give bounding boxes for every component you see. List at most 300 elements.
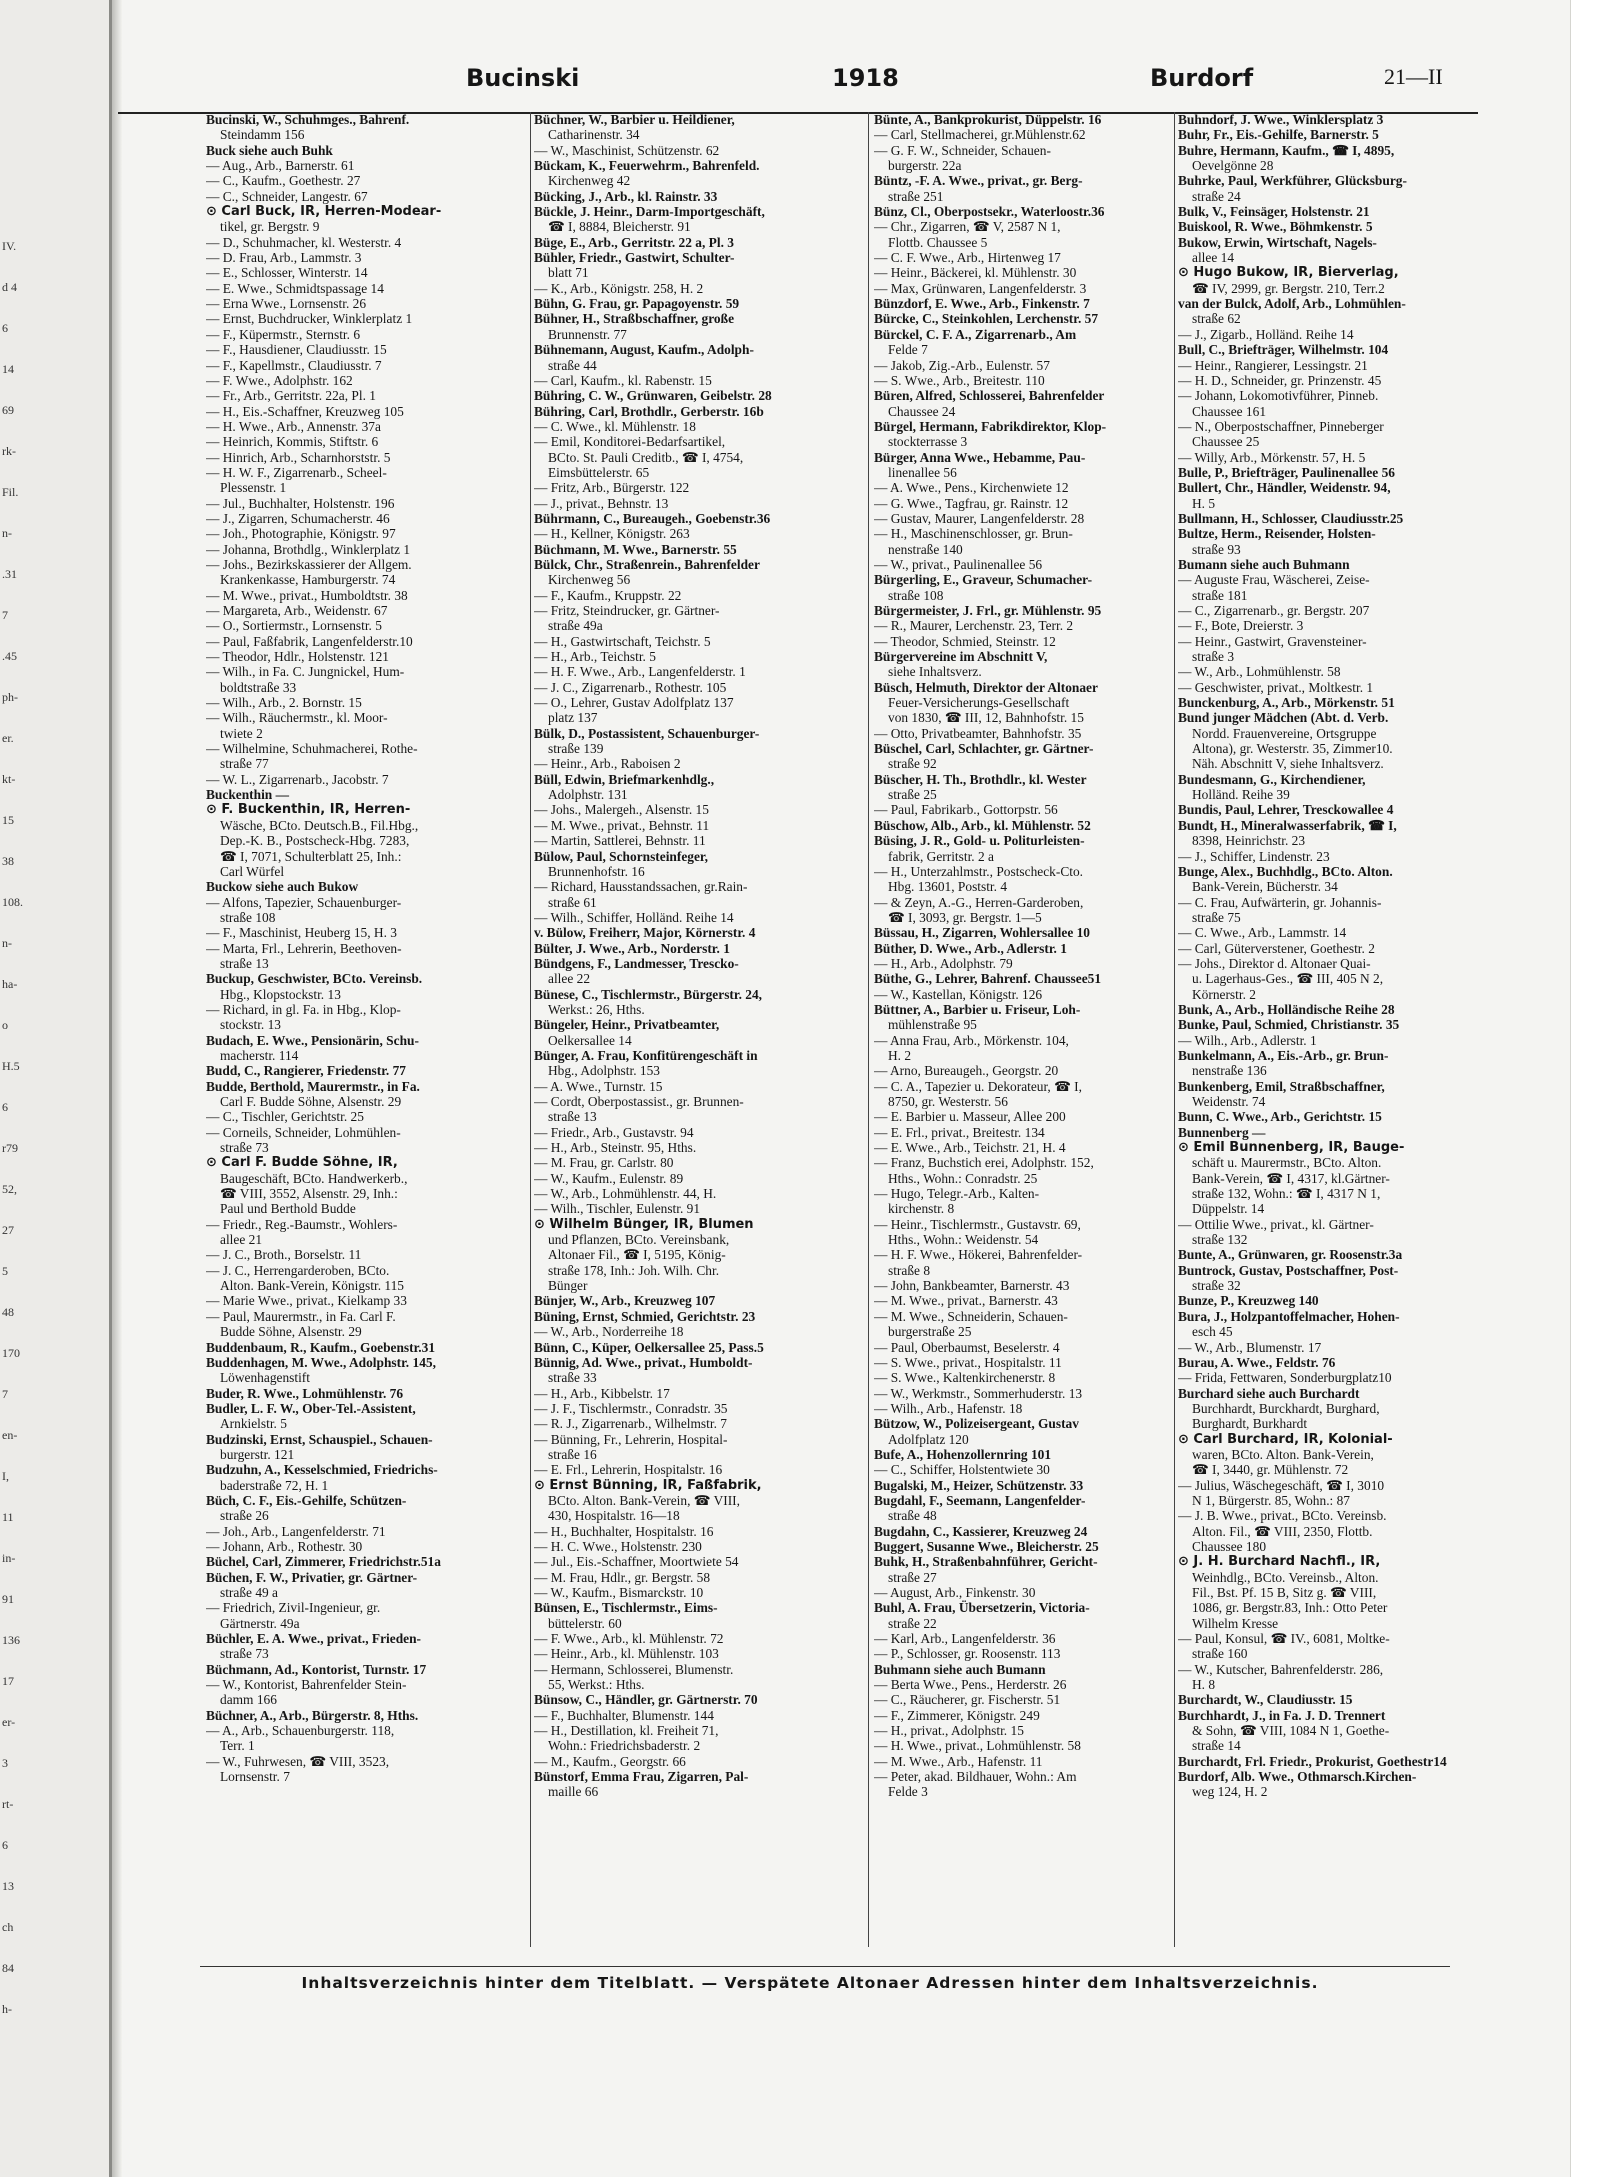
directory-entry: Bunkenberg, Emil, Straßbschaffner,: [1178, 1078, 1385, 1094]
directory-entry: — Corneils, Schneider, Lohmühlen-: [206, 1124, 401, 1140]
directory-entry: Körnerstr. 2: [1192, 986, 1256, 1002]
left-page-fragment: .45: [2, 649, 17, 663]
directory-entry: Bund junger Mädchen (Abt. d. Verb.: [1178, 710, 1389, 726]
directory-entry: — C. Wwe., Arb., Lammstr. 14: [1178, 925, 1347, 941]
header-right-keyword: Burdorf: [1150, 64, 1254, 92]
left-page-fragment: 52,: [2, 1182, 17, 1196]
directory-entry: — J. C., Broth., Borselstr. 11: [206, 1247, 362, 1263]
directory-entry: Bünzdorf, E. Wwe., Arb., Finkenstr. 7: [874, 296, 1090, 312]
directory-entry: Krankenkasse, Hamburgerstr. 74: [220, 572, 396, 588]
directory-entry: Bugdahl, F., Seemann, Langenfelder-: [874, 1492, 1086, 1508]
directory-entry: — Karl, Arb., Langenfelderstr. 36: [874, 1631, 1056, 1647]
directory-entry: Steindamm 156: [220, 127, 305, 143]
directory-entry: straße 24: [1192, 188, 1241, 204]
directory-entry: — F. Wwe., Arb., kl. Mühlenstr. 72: [534, 1631, 724, 1647]
directory-entry: — Joh., Photographie, Königstr. 97: [206, 526, 396, 542]
left-page-fragment: IV.: [2, 239, 17, 253]
directory-entry: Büscher, H. Th., Brothdlr., kl. Wester: [874, 771, 1087, 787]
directory-entry: Budzuhn, A., Kesselschmied, Friedrichs-: [206, 1462, 438, 1478]
left-page-fragment: rk-: [2, 444, 16, 458]
directory-entry: Löwenhagenstift: [220, 1370, 310, 1386]
directory-entry: Buhndorf, J. Wwe., Winklersplatz 3: [1178, 112, 1384, 127]
directory-entry: Budach, E. Wwe., Pensionärin, Schu-: [206, 1032, 419, 1048]
directory-entry: Büch, C. F., Eis.-Gehilfe, Schützen-: [206, 1492, 407, 1508]
directory-entry: straße 251: [888, 188, 944, 204]
directory-entry: Büsch, Helmuth, Direktor der Altonaer: [874, 679, 1098, 695]
directory-entry: — Chr., Zigarren, ☎ V, 2587 N 1,: [874, 219, 1061, 235]
directory-entry: — Hinrich, Arb., Scharnhorststr. 5: [206, 449, 391, 465]
directory-entry: — Paul, Faßfabrik, Langenfelderstr.10: [206, 633, 413, 649]
directory-entry: Bunckenburg, A., Arb., Mörkenstr. 51: [1178, 695, 1395, 711]
directory-entry: — Julius, Wäschegeschäft, ☎ I, 3010: [1178, 1477, 1385, 1493]
directory-column-4: [1178, 112, 1524, 1957]
directory-entry: esch 45: [1192, 1324, 1233, 1340]
directory-entry: — Heinr., Tischlermstr., Gustavstr. 69,: [874, 1216, 1081, 1232]
directory-entry: straße 27: [888, 1569, 937, 1585]
directory-entry: — Paul, Fabrikarb., Gottorpstr. 56: [874, 802, 1058, 818]
directory-entry: — H., Destillation, kl. Freiheit 71,: [534, 1723, 719, 1739]
directory-entry: Bühnemann, August, Kaufm., Adolph-: [534, 342, 754, 358]
directory-entry: — Paul, Maurermstr., in Fa. Carl F.: [206, 1308, 396, 1324]
directory-entry: 1086, gr. Bergstr.83, Inh.: Otto Peter: [1192, 1600, 1388, 1616]
left-page-fragment: ph-: [2, 690, 18, 704]
left-page-fragment: 6: [2, 1100, 8, 1114]
directory-entry: weg 124, H. 2: [1192, 1784, 1268, 1800]
directory-entry: — O., Sortiermstr., Lornsenstr. 5: [206, 618, 382, 634]
directory-entry: straße 8: [888, 1262, 931, 1278]
directory-entry: straße 73: [220, 1140, 269, 1156]
directory-entry: Bullmann, H., Schlosser, Claudiusstr.25: [1178, 510, 1404, 526]
directory-entry: 8398, Heinrichstr. 23: [1192, 833, 1306, 849]
directory-entry: baderstraße 72, H. 1: [220, 1477, 329, 1493]
left-page-fragment: I,: [2, 1469, 9, 1483]
previous-page-edge: [0, 0, 112, 2177]
directory-entry: — S. Wwe., Kaltenkirchenerstr. 8: [874, 1370, 1056, 1386]
directory-entry: — H., Arb., Adolphstr. 79: [874, 955, 1013, 971]
directory-entry: — Max, Grünwaren, Langenfelderstr. 3: [874, 280, 1087, 296]
directory-entry: straße 77: [220, 756, 269, 772]
directory-entry: ⊙ Carl Burchard, IR, Kolonial-: [1178, 1431, 1393, 1447]
directory-entry: — M. Wwe., Schneiderin, Schauen-: [874, 1308, 1068, 1324]
directory-entry: — J., privat., Behnstr. 13: [534, 495, 669, 511]
left-page-fragment: 136: [2, 1633, 20, 1647]
directory-entry: ☎ I, 3093, gr. Bergstr. 1—5: [888, 909, 1042, 925]
directory-entry: straße 22: [888, 1615, 937, 1631]
directory-entry: und Pflanzen, BCto. Vereinsbank,: [548, 1232, 730, 1248]
left-page-fragment: 38: [2, 854, 14, 868]
directory-entry: straße 33: [548, 1370, 597, 1386]
directory-entry: — Margareta, Arb., Weidenstr. 67: [206, 603, 388, 618]
directory-entry: — Wilh., Schiffer, Holländ. Reihe 14: [534, 909, 734, 925]
directory-entry: — W., Maschinist, Schützenstr. 62: [534, 142, 720, 158]
directory-entry: — H., Arb., Steinstr. 95, Hths.: [534, 1140, 697, 1156]
directory-entry: Bunk, A., Arb., Holländische Reihe 28: [1178, 1001, 1395, 1017]
directory-entry: Büchmann, Ad., Kontorist, Turnstr. 17: [206, 1661, 427, 1677]
directory-entry: straße 178, Inh.: Joh. Wilh. Chr.: [548, 1262, 720, 1278]
directory-entry: Adolphstr. 131: [548, 787, 628, 803]
directory-entry: straße 16: [548, 1446, 597, 1462]
directory-entry: Bugalski, M., Heizer, Schützenstr. 33: [874, 1477, 1084, 1493]
directory-entry: — Johs., Malergeh., Alsenstr. 15: [534, 802, 709, 818]
left-page-fragment: 27: [2, 1223, 14, 1237]
directory-entry: — H. F. Wwe., Arb., Langenfelderstr. 1: [534, 664, 746, 680]
directory-entry: — J. B. Wwe., privat., BCto. Vereinsb.: [1178, 1508, 1387, 1524]
directory-entry: — Paul, Oberbaumst, Beselerstr. 4: [874, 1339, 1060, 1355]
directory-entry: Terr. 1: [220, 1738, 255, 1754]
footer-rule: [200, 1966, 1450, 1967]
directory-entry: Budde, Berthold, Maurermstr., in Fa.: [206, 1078, 420, 1094]
directory-entry: — Ottilie Wwe., privat., kl. Gärtner-: [1178, 1216, 1374, 1232]
directory-entry: Bücking, J., Arb., kl. Rainstr. 33: [534, 188, 718, 204]
directory-entry: — F., Hausdiener, Claudiusstr. 15: [206, 342, 387, 358]
directory-entry: Burchardt, Frl. Friedr., Prokurist, Goethestr14: [1178, 1753, 1447, 1769]
directory-entry: — H., Gastwirtschaft, Teichstr. 5: [534, 633, 711, 649]
directory-entry: straße 93: [1192, 541, 1241, 557]
directory-entry: Altonaer Fil., ☎ I, 5195, König-: [548, 1247, 726, 1263]
directory-entry: — P., Schlosser, gr. Roosenstr. 113: [874, 1646, 1061, 1662]
directory-entry: straße 73: [220, 1646, 269, 1662]
directory-entry: — Marta, Frl., Lehrerin, Beethoven-: [206, 940, 402, 956]
directory-entry: — M. Wwe., Arb., Hafenstr. 11: [874, 1753, 1043, 1769]
directory-entry: — & Zeyn, A.-G., Herren-Garderoben,: [874, 894, 1084, 910]
left-page-fragment: 108.: [2, 895, 23, 909]
directory-entry: Bank-Verein, Bücherstr. 34: [1192, 879, 1338, 895]
directory-entry: — Johs., Direktor d. Altonaer Quai-: [1178, 955, 1371, 971]
directory-entry: Büther, D. Wwe., Arb., Adlerstr. 1: [874, 940, 1067, 956]
directory-entry: Bünte, A., Bankprokurist, Düppelstr. 16: [874, 112, 1102, 127]
directory-entry: — C., Zigarrenarb., gr. Bergstr. 207: [1178, 603, 1370, 618]
directory-entry: straße 132: [1192, 1232, 1248, 1248]
directory-entry: Altona), gr. Westerstr. 35, Zimmer10.: [1192, 741, 1393, 757]
directory-entry: — Wilh., Arb., Hafenstr. 18: [874, 1400, 1023, 1416]
directory-entry: Bulk, V., Feinsäger, Holstenstr. 21: [1178, 204, 1370, 220]
directory-entry: — Carl, Güterverstener, Goethestr. 2: [1178, 940, 1375, 956]
directory-entry: Bühner, H., Straßbschaffner, große: [534, 311, 735, 327]
directory-entry: Büchel, Carl, Zimmerer, Friedrichstr.51a: [206, 1554, 441, 1570]
directory-entry: fabrik, Gerritstr. 2 a: [888, 848, 994, 864]
directory-entry: — H., Arb., Teichstr. 5: [534, 649, 656, 665]
directory-entry: Wäsche, BCto. Deutsch.B., Fil.Hbg.,: [220, 817, 419, 833]
directory-entry: — H., Kellner, Königstr. 263: [534, 526, 690, 542]
directory-entry: — Johann, Arb., Rothestr. 30: [206, 1538, 363, 1554]
directory-entry: Nordd. Frauenvereine, Ortsgruppe: [1192, 725, 1377, 741]
directory-entry: — Heinr., Gastwirt, Gravensteiner-: [1178, 633, 1367, 649]
directory-entry: straße 26: [220, 1508, 269, 1524]
directory-entry: straße 181: [1192, 587, 1248, 603]
directory-entry: Bünz, Cl., Oberpostsekr., Waterloostr.36: [874, 204, 1105, 220]
directory-entry: Bürgel, Hermann, Fabrikdirektor, Klop-: [874, 418, 1107, 434]
directory-entry: Büttner, A., Barbier u. Friseur, Loh-: [874, 1001, 1081, 1017]
directory-entry: damm 166: [220, 1692, 277, 1708]
directory-entry: — F. Wwe., Adolphstr. 162: [206, 372, 353, 388]
directory-entry: Büchler, E. A. Wwe., privat., Frieden-: [206, 1631, 421, 1647]
directory-entry: Chaussee 161: [1192, 403, 1267, 419]
directory-entry: Bunn, C. Wwe., Arb., Gerichtstr. 15: [1178, 1109, 1382, 1125]
directory-entry: — C. A., Tapezier u. Dekorateur, ☎ I,: [874, 1078, 1082, 1094]
directory-entry: — Hugo, Telegr.-Arb., Kalten-: [874, 1186, 1040, 1202]
directory-entry: — Berta Wwe., Pens., Herderstr. 26: [874, 1677, 1067, 1693]
directory-entry: — W., Arb., Lohmühlenstr. 44, H.: [534, 1186, 717, 1202]
left-page-fragment: en-: [2, 1428, 18, 1442]
directory-entry: — Jul., Buchhalter, Holstenstr. 196: [206, 495, 395, 511]
directory-entry: Bundt, H., Mineralwasserfabrik, ☎ I,: [1178, 817, 1397, 833]
directory-entry: — Carl, Stellmacherei, gr.Mühlenstr.62: [874, 127, 1086, 143]
directory-entry: Budzinski, Ernst, Schauspiel., Schauen-: [206, 1431, 433, 1447]
directory-entry: — W., Kontorist, Bahrenfelder Stein-: [206, 1677, 407, 1693]
directory-entry: — W., Kaufm., Eulenstr. 89: [534, 1170, 684, 1186]
directory-entry: Bünger: [548, 1278, 588, 1294]
directory-entry: nenstraße 140: [888, 541, 963, 557]
directory-entry: — W. L., Zigarrenarb., Jacobstr. 7: [206, 771, 389, 787]
directory-entry: van der Bulck, Adolf, Arb., Lohmühlen-: [1178, 296, 1406, 312]
directory-entry: Bückle, J. Heinr., Darm-Importgeschäft,: [534, 204, 765, 220]
left-page-fragment: 84: [2, 1961, 14, 1975]
directory-entry: — J., Zigarren, Schumacherstr. 46: [206, 510, 390, 526]
directory-entry: Brunnenstr. 77: [548, 326, 627, 342]
directory-entry: Eimsbüttelerstr. 65: [548, 464, 650, 480]
directory-entry: Werkst.: 26, Hths.: [548, 1001, 645, 1017]
directory-entry: — M. Frau, gr. Carlstr. 80: [534, 1155, 674, 1171]
directory-entry: Büge, E., Arb., Gerritstr. 22 a, Pl. 3: [534, 234, 734, 250]
directory-entry: — August, Arb., Finkenstr. 30: [874, 1585, 1036, 1600]
directory-entry: Kirchenweg 56: [548, 572, 631, 588]
directory-entry: — Willy, Arb., Mörkenstr. 57, H. 5: [1178, 449, 1366, 465]
directory-entry: — W., Kastellan, Königstr. 126: [874, 986, 1043, 1002]
directory-entry: burgerstr. 121: [220, 1446, 295, 1462]
directory-entry: — Auguste Frau, Wäscherei, Zeise-: [1178, 572, 1370, 588]
directory-entry: büttelerstr. 60: [548, 1615, 622, 1631]
directory-entry: — H., privat., Adolphstr. 15: [874, 1723, 1024, 1739]
directory-entry: — R., Maurer, Lerchenstr. 23, Terr. 2: [874, 618, 1074, 634]
directory-entry: Budd, C., Rangierer, Friedenstr. 77: [206, 1063, 407, 1079]
directory-entry: — C., Tischler, Gerichtstr. 25: [206, 1109, 364, 1125]
directory-entry: Bühler, Friedr., Gastwirt, Schulter-: [534, 250, 735, 266]
directory-entry: Buddenbaum, R., Kaufm., Goebenstr.31: [206, 1339, 436, 1355]
directory-entry: 430, Hospitalstr. 16—18: [548, 1508, 680, 1524]
directory-entry: Büssau, H., Zigarren, Wohlersallee 10: [874, 925, 1091, 941]
left-page-fragment: ha-: [2, 977, 18, 991]
directory-entry: — Peter, akad. Bildhauer, Wohn.: Am: [874, 1769, 1077, 1785]
left-page-fragment: Fil.: [2, 485, 19, 499]
directory-entry: Büchen, F. W., Privatier, gr. Gärtner-: [206, 1569, 418, 1585]
directory-entry: — W., Fuhrwesen, ☎ VIII, 3523,: [206, 1753, 390, 1769]
directory-entry: Bürgerling, E., Graveur, Schumacher-: [874, 572, 1093, 588]
directory-entry: Büchmann, M. Wwe., Barnerstr. 55: [534, 541, 737, 557]
directory-entry: — S. Wwe., privat., Hospitalstr. 11: [874, 1354, 1062, 1370]
directory-entry: — O., Lehrer, Gustav Adolfplatz 137: [534, 695, 734, 711]
left-page-fragment: kt-: [2, 772, 16, 786]
directory-entry: H. 2: [888, 1047, 912, 1063]
left-page-fragment: o: [2, 1018, 8, 1032]
directory-entry: Näh. Abschnitt V, siehe Inhaltsverz.: [1192, 756, 1384, 772]
directory-entry: Catharinenstr. 34: [548, 127, 640, 143]
directory-entry: Arnkielstr. 5: [220, 1416, 287, 1432]
directory-entry: — E. Wwe., Arb., Teichstr. 21, H. 4: [874, 1140, 1066, 1156]
directory-entry: — Heinr., Rangierer, Lessingstr. 21: [1178, 357, 1368, 373]
directory-entry: straße 49a: [548, 618, 603, 634]
directory-entry: straße 75: [1192, 909, 1241, 925]
directory-column-3: [874, 112, 1220, 1957]
page-right-edge: [1570, 0, 1600, 2177]
directory-entry: Bullert, Chr., Händler, Weidenstr. 94,: [1178, 480, 1391, 496]
directory-entry: Bürcke, C., Steinkohlen, Lerchenstr. 57: [874, 311, 1099, 327]
directory-entry: — F., Buchhalter, Blumenstr. 144: [534, 1707, 714, 1723]
directory-entry: linenallee 56: [888, 464, 957, 480]
directory-entry: — F., Kapellmstr., Claudiusstr. 7: [206, 357, 382, 373]
directory-entry: straße 14: [1192, 1738, 1241, 1754]
directory-entry: Chaussee 24: [888, 403, 956, 419]
directory-entry: Büthe, G., Lehrer, Bahrenf. Chaussee51: [874, 971, 1102, 987]
directory-entry: Burghardt, Burkhardt: [1192, 1416, 1308, 1432]
directory-entry: ☎ I, 3440, gr. Mühlenstr. 72: [1192, 1462, 1349, 1478]
directory-entry: ⊙ Carl Buck, IR, Herren-Modear-: [206, 204, 442, 220]
directory-entry: stockterrasse 3: [888, 434, 968, 450]
directory-entry: Bührmann, C., Bureaugeh., Goebenstr.36: [534, 510, 771, 526]
directory-entry: mühlenstraße 95: [888, 1017, 977, 1033]
directory-entry: Weidenstr. 74: [1192, 1094, 1266, 1109]
directory-entry: — Emil, Konditorei-Bedarfsartikel,: [534, 434, 726, 450]
directory-entry: — H. C. Wwe., Holstenstr. 230: [534, 1538, 702, 1554]
directory-entry: Bürgervereine im Abschnitt V,: [874, 649, 1048, 665]
directory-entry: straße 32: [1192, 1278, 1241, 1294]
directory-entry: straße 108: [220, 909, 276, 925]
left-page-fragment: 13: [2, 1879, 14, 1893]
directory-entry: Bühn, G. Frau, gr. Papagoyenstr. 59: [534, 296, 740, 312]
directory-entry: Düppelstr. 14: [1192, 1201, 1265, 1217]
directory-entry: — Bünning, Fr., Lehrerin, Hospital-: [534, 1431, 728, 1447]
directory-entry: — C. Frau, Aufwärterin, gr. Johannis-: [1178, 894, 1382, 910]
directory-entry: Buhl, A. Frau, Übersetzerin, Victoria-: [874, 1600, 1090, 1616]
directory-entry: — R. J., Zigarrenarb., Wilhelmstr. 7: [534, 1416, 727, 1432]
directory-entry: Bultze, Herm., Reisender, Holsten-: [1178, 526, 1376, 542]
directory-entry: Budde Söhne, Alsenstr. 29: [220, 1324, 362, 1340]
directory-entry: — J. C., Zigarrenarb., Rothestr. 105: [534, 679, 727, 695]
column-divider: [868, 112, 869, 1947]
directory-entry: — M., Kaufm., Georgstr. 66: [534, 1753, 686, 1769]
directory-entry: — C., Räucherer, gr. Fischerstr. 51: [874, 1692, 1061, 1708]
page-number: 21—II: [1384, 64, 1443, 89]
directory-entry: Hths., Wohn.: Conradstr. 25: [888, 1170, 1038, 1186]
left-page-fragment: 11: [2, 1510, 14, 1524]
directory-entry: — W., Arb., Lohmühlenstr. 58: [1178, 664, 1341, 680]
directory-entry: ☎ I, 8884, Bleicherstr. 91: [548, 219, 691, 235]
directory-entry: Bünsen, E., Tischlermstr., Eims-: [534, 1600, 718, 1616]
directory-entry: Bundesmann, G., Kirchendiener,: [1178, 771, 1366, 787]
directory-entry: Bünger, A. Frau, Konfitürengeschäft in: [534, 1047, 758, 1063]
directory-entry: — C. F. Wwe., Arb., Hirtenweg 17: [874, 250, 1061, 266]
directory-entry: — J. C., Herrengarderoben, BCto.: [206, 1262, 390, 1278]
directory-entry: Wohn.: Friedrichsbaderstr. 2: [548, 1738, 701, 1754]
directory-entry: BCto. Alton. Bank-Verein, ☎ VIII,: [548, 1492, 740, 1508]
directory-entry: Buhk, H., Straßenbahnführer, Gericht-: [874, 1554, 1098, 1570]
directory-entry: — Paul, Konsul, ☎ IV., 6081, Moltke-: [1178, 1631, 1390, 1647]
directory-entry: Bukow, Erwin, Wirtschaft, Nagels-: [1178, 234, 1377, 250]
directory-entry: Lornsenstr. 7: [220, 1769, 290, 1785]
directory-entry: Büschow, Alb., Arb., kl. Mühlenstr. 52: [874, 817, 1091, 833]
directory-entry: — J., Zigarb., Holländ. Reihe 14: [1178, 326, 1354, 342]
left-page-fragment: 7: [2, 1387, 8, 1401]
directory-entry: Burau, A. Wwe., Feldstr. 76: [1178, 1354, 1336, 1370]
directory-entry: Weinhdlg., BCto. Vereinsb., Alton.: [1192, 1569, 1379, 1585]
directory-entry: straße 61: [548, 894, 597, 910]
directory-entry: H. 5: [1192, 495, 1216, 511]
left-page-fragment: ch: [2, 1920, 14, 1934]
directory-entry: BCto. St. Pauli Creditb., ☎ I, 4754,: [548, 449, 744, 465]
directory-entry: — Johanna, Brothdlg., Winklerplatz 1: [206, 541, 411, 557]
directory-entry: Bulle, P., Briefträger, Paulinenallee 56: [1178, 464, 1395, 480]
directory-entry: Bunkelmann, A., Eis.-Arb., gr. Brun-: [1178, 1047, 1389, 1063]
directory-entry: Bunge, Alex., Buchhdlg., BCto. Alton.: [1178, 863, 1393, 879]
directory-entry: Carl F. Budde Söhne, Alsenstr. 29: [220, 1094, 402, 1109]
directory-entry: — Fritz, Arb., Bürgerstr. 122: [534, 480, 690, 496]
left-page-fragment: h-: [2, 2002, 12, 2016]
directory-entry: ⊙ F. Buckenthin, IR, Herren-: [206, 802, 411, 818]
column-divider: [1174, 112, 1175, 1947]
directory-entry: — Arno, Bureaugeh., Georgstr. 20: [874, 1063, 1059, 1079]
directory-entry: — Wilh., Räuchermstr., kl. Moor-: [206, 710, 388, 726]
directory-entry: Bürgermeister, J. Frl., gr. Mühlenstr. 95: [874, 603, 1102, 618]
directory-entry: Bündgens, F., Landmesser, Trescko-: [534, 955, 739, 971]
left-page-fragment: 69: [2, 403, 14, 417]
directory-entry: waren, BCto. Alton. Bank-Verein,: [1192, 1446, 1374, 1462]
directory-entry: Buck siehe auch Buhk: [206, 142, 333, 158]
directory-entry: ☎ VIII, 3552, Alsenstr. 29, Inh.:: [220, 1186, 398, 1202]
directory-entry: Bühring, C. W., Grünwaren, Geibelstr. 28: [534, 388, 772, 404]
directory-entry: — Jakob, Zig.-Arb., Eulenstr. 57: [874, 357, 1050, 373]
directory-entry: — W., Kaufm., Bismarckstr. 10: [534, 1585, 704, 1600]
directory-entry: Bura, J., Holzpantoffelmacher, Hohen-: [1178, 1308, 1400, 1324]
left-page-fragment: 7: [2, 608, 8, 622]
directory-entry: Bünsow, C., Händler, gr. Gärtnerstr. 70: [534, 1692, 758, 1708]
directory-entry: ⊙ Ernst Bünning, IR, Faßfabrik,: [534, 1477, 762, 1493]
directory-entry: Bülter, J. Wwe., Arb., Norderstr. 1: [534, 940, 730, 956]
directory-entry: — Marie Wwe., privat., Kielkamp 33: [206, 1293, 407, 1309]
directory-entry: Buggert, Susanne Wwe., Bleicherstr. 25: [874, 1538, 1099, 1554]
directory-entry: — M. Wwe., privat., Behnstr. 11: [534, 817, 710, 833]
directory-entry: Budler, L. F. W., Ober-Tel.-Assistent,: [206, 1400, 416, 1416]
left-page-fragment: d 4: [2, 280, 17, 294]
directory-entry: — Richard, in gl. Fa. in Hbg., Klop-: [206, 1001, 401, 1017]
directory-entry: Bünnig, Ad. Wwe., privat., Humboldt-: [534, 1354, 753, 1370]
directory-entry: Gärtnerstr. 49a: [220, 1615, 300, 1631]
directory-entry: — C., Schneider, Langestr. 67: [206, 188, 368, 204]
directory-entry: — Wilh., Tischler, Eulenstr. 91: [534, 1201, 701, 1217]
directory-entry: — A. Wwe., Turnstr. 15: [534, 1078, 663, 1094]
directory-entry: Fil., Bst. Pf. 15 B, Sitz g. ☎ VIII,: [1192, 1585, 1377, 1600]
left-page-fragment: 91: [2, 1592, 14, 1606]
directory-entry: — C. Wwe., kl. Mühlenstr. 18: [534, 418, 696, 434]
directory-entry: u. Lagerhaus-Ges., ☎ III, 405 N 2,: [1192, 971, 1384, 987]
directory-entry: — M. Frau, Hdlr., gr. Bergstr. 58: [534, 1569, 711, 1585]
directory-entry: — J. F., Tischlermstr., Conradstr. 35: [534, 1400, 728, 1416]
left-page-fragment: n-: [2, 526, 12, 540]
directory-entry: — S. Wwe., Arb., Breitestr. 110: [874, 372, 1045, 388]
directory-entry: ☎ IV, 2999, gr. Bergstr. 210, Terr.2: [1192, 280, 1385, 296]
directory-entry: — Alfons, Tapezier, Schauenburger-: [206, 894, 402, 910]
directory-entry: Bunke, Paul, Schmied, Christianstr. 35: [1178, 1017, 1400, 1033]
directory-entry: — Fr., Arb., Gerritstr. 22a, Pl. 1: [206, 388, 376, 404]
directory-entry: — F., Bote, Dreierstr. 3: [1178, 618, 1304, 634]
directory-entry: Burchhardt, J., in Fa. J. D. Trennert: [1178, 1707, 1386, 1723]
directory-entry: — H., Eis.-Schaffner, Kreuzweg 105: [206, 403, 404, 419]
directory-entry: Büning, Ernst, Schmied, Gerichtstr. 23: [534, 1308, 756, 1324]
header-left-keyword: Bucinski: [466, 64, 580, 92]
directory-entry: Hbg., Adolphstr. 153: [548, 1063, 660, 1079]
directory-column-1: [206, 112, 552, 1957]
directory-entry: N 1, Bürgerstr. 85, Wohn.: 87: [1192, 1492, 1350, 1508]
directory-entry: straße 44: [548, 357, 597, 373]
directory-entry: — E. Barbier u. Masseur, Allee 200: [874, 1109, 1066, 1125]
